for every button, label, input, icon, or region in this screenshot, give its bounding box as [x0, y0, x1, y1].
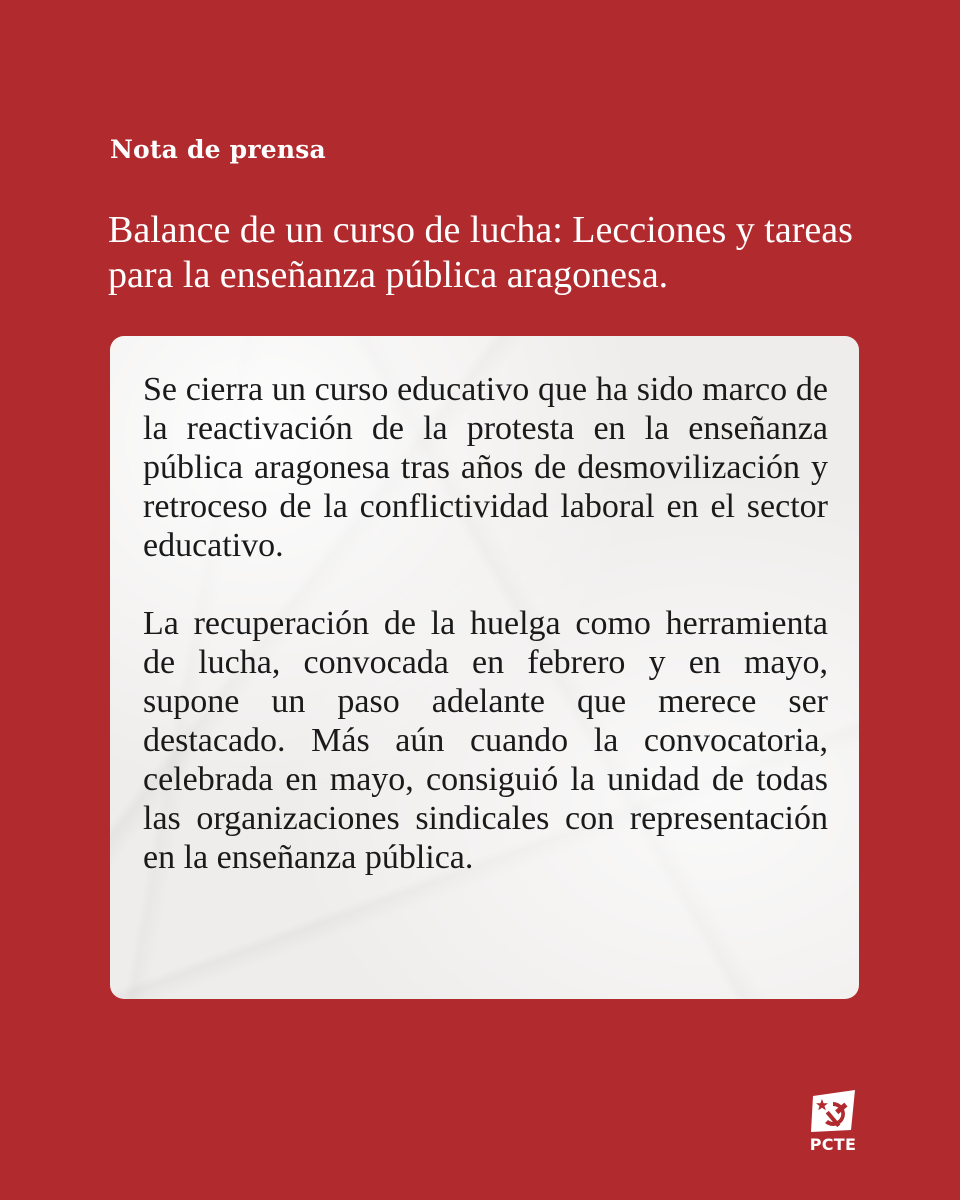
paragraph: Se cierra un curso educativo que ha sido marco de la reactivación de la protesta en la enseñanza pública aragonesa tras años de desmovilización y retroceso de la conflictividad laboral en el sector educativo.	[143, 371, 828, 564]
article-body	[143, 370, 828, 877]
headline: Balance de un curso de lucha: Lecciones y tareas para la enseñanza pública aragonesa.	[108, 209, 853, 296]
section-label: Nota de prensa	[110, 135, 326, 164]
party-logo	[806, 1090, 860, 1156]
logo-label: PCTE	[809, 1135, 857, 1154]
paragraph: La recuperación de la huelga como herramienta de lucha, convocada en febrero y en mayo, supone un paso adelante que merece ser destacado. Más aún cuando la convocatoria, celebrada en mayo, consiguió la unidad de todas las organizaciones sindicales con representación en la enseñanza pública.	[143, 605, 828, 876]
star-hammer-sickle-icon	[809, 1090, 857, 1132]
